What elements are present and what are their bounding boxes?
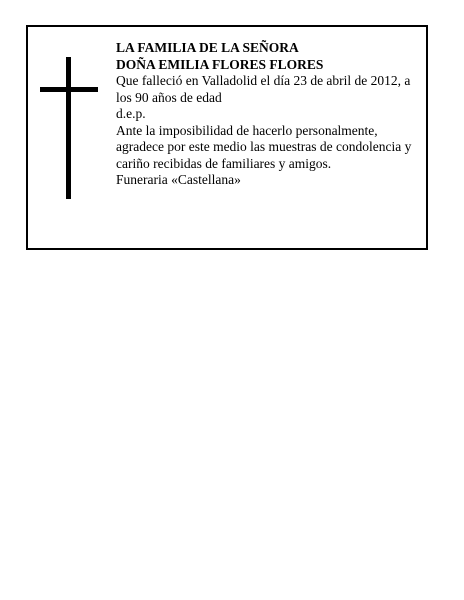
deceased-name: DOÑA EMILIA FLORES FLORES	[116, 56, 324, 72]
obituary-notice	[26, 25, 428, 250]
rip-text: d.e.p.	[116, 106, 146, 121]
notice-text	[116, 40, 420, 189]
latin-cross-icon	[40, 57, 98, 199]
thanks-text: Ante la imposibilidad de hacerlo personalmente, agradece por este medio las muestras de condolencia y cariño recibidas de familiares y amigos.	[116, 122, 412, 171]
family-heading: LA FAMILIA DE LA SEÑORA	[116, 40, 299, 55]
cross-horizontal-bar	[40, 87, 98, 92]
funeral-home: Funeraria «Castellana»	[116, 172, 241, 187]
cross-vertical-bar	[66, 57, 71, 199]
death-info: Que falleció en Valladolid el día 23 de abril de 2012, a los 90 años de edad	[116, 73, 411, 105]
